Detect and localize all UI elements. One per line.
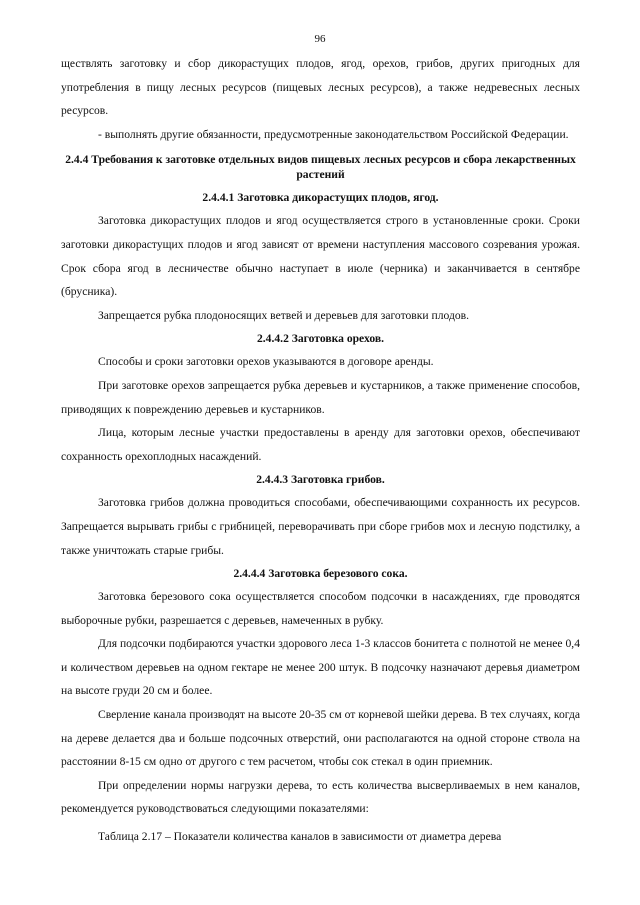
subsection-heading-2-4-4-4: 2.4.4.4 Заготовка березового сока. [233,567,408,581]
nuts-paragraph-2: При заготовке орехов запрещается рубка деревьев и кустарников, а также применение способов, приводящих к повреждению деревьев и кустарников. [61,378,580,416]
table-caption: Таблица 2.17 – Показатели количества каналов в зависимости от диаметра дерева [98,830,502,844]
birch-sap-paragraph-3: Сверление канала производят на высоте 20-35 см от корневой шейки дерева. В тех случаях, когда на дереве делается два и больше подсочных отверстий, они располагаются на одной стороне ствола на расстоянии 8-15 см одно от другого с тем расчетом, чтобы сок стекал в один приемник. [61,708,580,769]
subsection-heading-2-4-4-1: 2.4.4.1 Заготовка дикорастущих плодов, ягод. [202,191,439,205]
intro-paragraph-continued: ществлять заготовку и сбор дикорастущих плодов, ягод, орехов, грибов, других пригодных для употребления в пищу лесных ресурсов (пищевых лесных ресурсов), а также недревесных лесных ресурсов. [61,57,580,118]
birch-sap-paragraph-2: Для подсочки подбираются участки здорового леса 1-3 классов бонитета с полнотой не менее 0,4 и количеством деревьев на одном гектаре не менее 200 штук. В подсочку назначают деревья диаметром на высоте груди 20 см и более. [61,637,580,698]
section-heading-2-4-4: 2.4.4 Требования к заготовке отдельных видов пищевых лесных ресурсов и сбора лекарственных растений [65,153,576,182]
mushrooms-paragraph-1: Заготовка грибов должна проводиться способами, обеспечивающими сохранность их ресурсов. Запрещается вырывать грибы с грибницей, переворачивать при сборе грибов мох и лесную подстилку, а также уничтожать старые грибы. [61,496,580,557]
berries-paragraph-2: Запрещается рубка плодоносящих ветвей и деревьев для заготовки плодов. [98,308,470,322]
birch-sap-paragraph-1: Заготовка березового сока осуществляется способом подсочки в насаждениях, где проводятся выборочные рубки, разрешается с деревьев, намеченных в рубку. [61,590,580,627]
page-content [61,52,580,849]
berries-paragraph-1: Заготовка дикорастущих плодов и ягод осуществляется строго в установленные сроки. Сроки заготовки дикорастущих плодов и ягод зависят от времени наступления массового созревания урожая. Срок сбора ягод в лесничестве обычно наступает в июле (черника) и заканчивается в сентябре (брусника). [61,214,580,299]
page-number: 96 [314,33,326,45]
nuts-paragraph-1: Способы и сроки заготовки орехов указываются в договоре аренды. [98,355,434,369]
intro-paragraph-obligations: - выполнять другие обязанности, предусмотренные законодательством Российской Федерации. [98,127,569,141]
nuts-paragraph-3: Лица, которым лесные участки предоставлены в аренду для заготовки орехов, обеспечивают сохранность орехоплодных насаждений. [61,426,580,463]
subsection-heading-2-4-4-3: 2.4.4.3 Заготовка грибов. [256,473,385,487]
subsection-heading-2-4-4-2: 2.4.4.2 Заготовка орехов. [256,332,384,346]
birch-sap-paragraph-4: При определении нормы нагрузки дерева, то есть количества высверливаемых в нем каналов, рекомендуется руководствоваться следующими показателями: [61,778,580,816]
